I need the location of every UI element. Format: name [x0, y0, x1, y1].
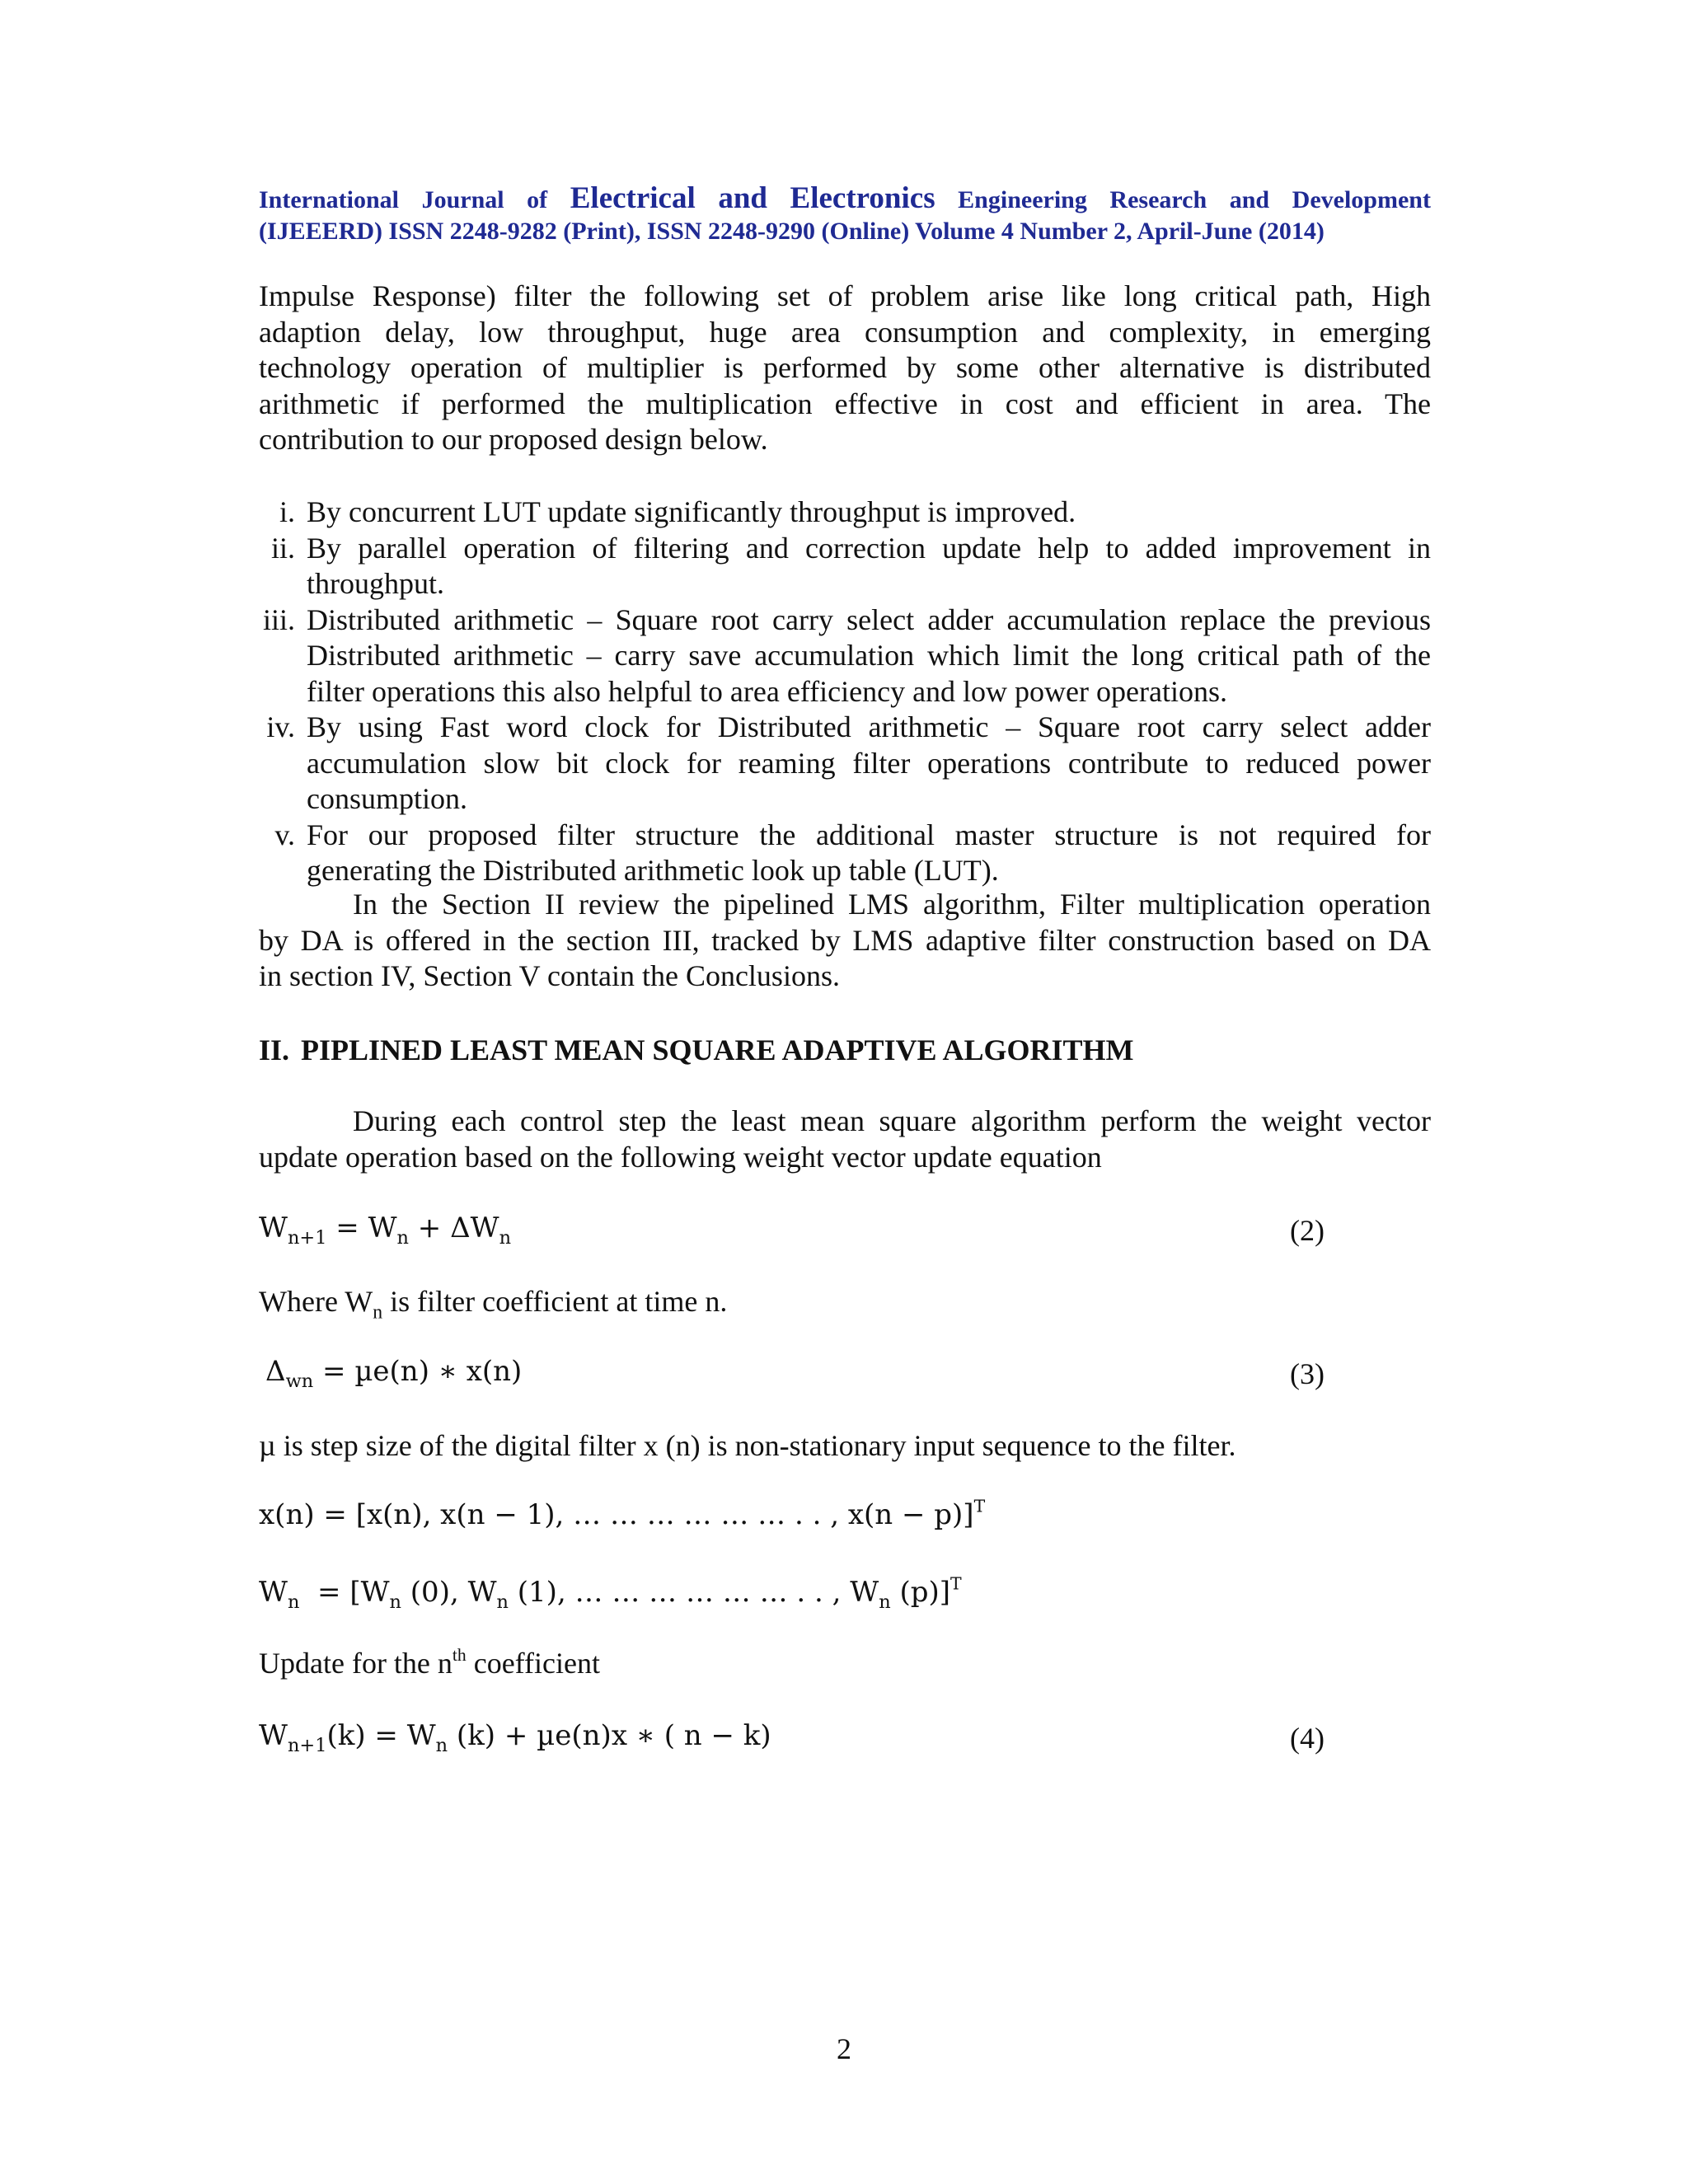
intro-paragraph: [259, 279, 1431, 458]
text-line: adaption delay, low throughput, huge area consumption and complexity, in emerging: [259, 315, 1431, 349]
header-word: Development: [1292, 186, 1431, 213]
list-item-number: iii.: [262, 602, 295, 636]
where-text-rest: is filter coefficient at time n.: [382, 1285, 728, 1318]
equation-w-vector: $W_n = [W_n$ (0), $W_n$ (1), … … … … … … . . , $W_n$ (p)]$^T$: [259, 1573, 962, 1613]
text-line: filter operations this also helpful to area efficiency and low power operations.: [307, 674, 1227, 708]
text-line: generating the Distributed arithmetic look up table (LUT).: [307, 854, 999, 887]
equation-2: $W_{n+1} = W_n + \Delta W_n$: [259, 1212, 512, 1249]
text-line: For our proposed filter structure the additional master structure is not required for: [307, 818, 1431, 851]
text-line: accumulation slow bit clock for reaming filter operations contribute to reduced power: [307, 746, 1431, 780]
section-paragraph: [259, 1104, 1431, 1175]
equation-number: (4): [1290, 1722, 1325, 1755]
text-line: By parallel operation of filtering and correction update help to added improvement in: [307, 531, 1431, 565]
text-line: by DA is offered in the section III, tracked by LMS adaptive filter construction based on DA: [259, 923, 1431, 957]
section-heading: II. PIPLINED LEAST MEAN SQUARE ADAPTIVE ALGORITHM: [259, 1033, 1134, 1066]
section-title: PIPLINED LEAST MEAN SQUARE ADAPTIVE ALGORITHM: [301, 1033, 1134, 1066]
header-word: of: [527, 186, 548, 213]
text-line: Distributed arithmetic – carry save accumulation which limit the long critical path of the: [307, 639, 1431, 672]
list-item: [223, 602, 1431, 710]
update-text-rest: coefficient: [466, 1647, 600, 1680]
header-word: and: [718, 181, 767, 215]
journal-header-line-2: (IJEEERD) ISSN 2248-9282 (Print), ISSN 2248-9290 (Online) Volume 4 Number 2, April-June (2014): [259, 218, 1325, 245]
text-line: contribution to our proposed design below.: [259, 423, 768, 456]
equation-number: (2): [1290, 1214, 1325, 1247]
contribution-list: [223, 494, 1431, 889]
where-subscript: n: [373, 1301, 383, 1324]
header-word: Engineering: [958, 186, 1087, 213]
section-number: II: [259, 1033, 283, 1066]
list-item: [223, 818, 1431, 889]
header-word: Electronics: [790, 181, 935, 215]
equation-3: $\Delta_{wn} = \mu e(n)$ ∗ x(n): [265, 1355, 523, 1392]
text-line: Impulse Response) filter the following set of problem arise like long critical path, High: [259, 279, 1431, 312]
list-item: [223, 494, 1431, 531]
list-item: [223, 710, 1431, 818]
list-item-number: iv.: [266, 710, 295, 743]
text-line: Distributed arithmetic – Square root carry select adder accumulation replace the previous: [307, 602, 1431, 636]
text-line: In the Section II review the pipelined LMS algorithm, Filter multiplication operation: [353, 888, 1431, 921]
text-line: By concurrent LUT update significantly throughput is improved.: [307, 495, 1076, 528]
list-item-number: v.: [274, 818, 295, 851]
where-sentence: [259, 1284, 728, 1324]
update-sentence: [259, 1646, 600, 1680]
where-text: Where W: [259, 1285, 373, 1318]
journal-header: [259, 183, 1431, 247]
text-line: technology operation of multiplier is performed by some other alternative is distributed: [259, 351, 1431, 384]
text-line: arithmetic if performed the multiplication effective in cost and efficient in area. The: [259, 387, 1431, 420]
text-line: update operation based on the following weight vector update equation: [259, 1140, 1102, 1174]
header-word: Journal: [421, 186, 504, 213]
equation-x-vector: x(n) = [x(n), x(n − 1), … … … … … … . . , x(n − p)]$^T$: [259, 1496, 986, 1531]
list-item: [223, 531, 1431, 602]
page-number: 2: [837, 2032, 851, 2065]
text-line: During each control step the least mean square algorithm perform the weight vector: [353, 1104, 1431, 1137]
update-superscript: th: [452, 1644, 467, 1665]
equation-number: (3): [1290, 1357, 1325, 1390]
equation-4: $W_{n+1}(k) = W_n$ (k) + µe(n)x ∗ ( n − k): [259, 1719, 771, 1756]
update-text: Update for the n: [259, 1647, 452, 1680]
list-item-number: i.: [279, 495, 295, 528]
header-word: and: [1229, 186, 1270, 213]
mu-sentence: µ is step size of the digital filter x (n) is non-stationary input sequence to the filter.: [259, 1429, 1236, 1462]
journal-header-line-1: [259, 183, 1431, 216]
text-line: By using Fast word clock for Distributed arithmetic – Square root carry select adder: [307, 710, 1431, 743]
text-line: throughput.: [307, 567, 444, 600]
list-item-number: ii.: [270, 531, 295, 565]
text-line: consumption.: [307, 782, 467, 815]
outline-paragraph: [259, 887, 1431, 995]
header-word: Research: [1109, 186, 1207, 213]
header-word: Electrical: [570, 181, 696, 215]
header-word: International: [259, 186, 400, 213]
text-line: in section IV, Section V contain the Conclusions.: [259, 959, 840, 992]
